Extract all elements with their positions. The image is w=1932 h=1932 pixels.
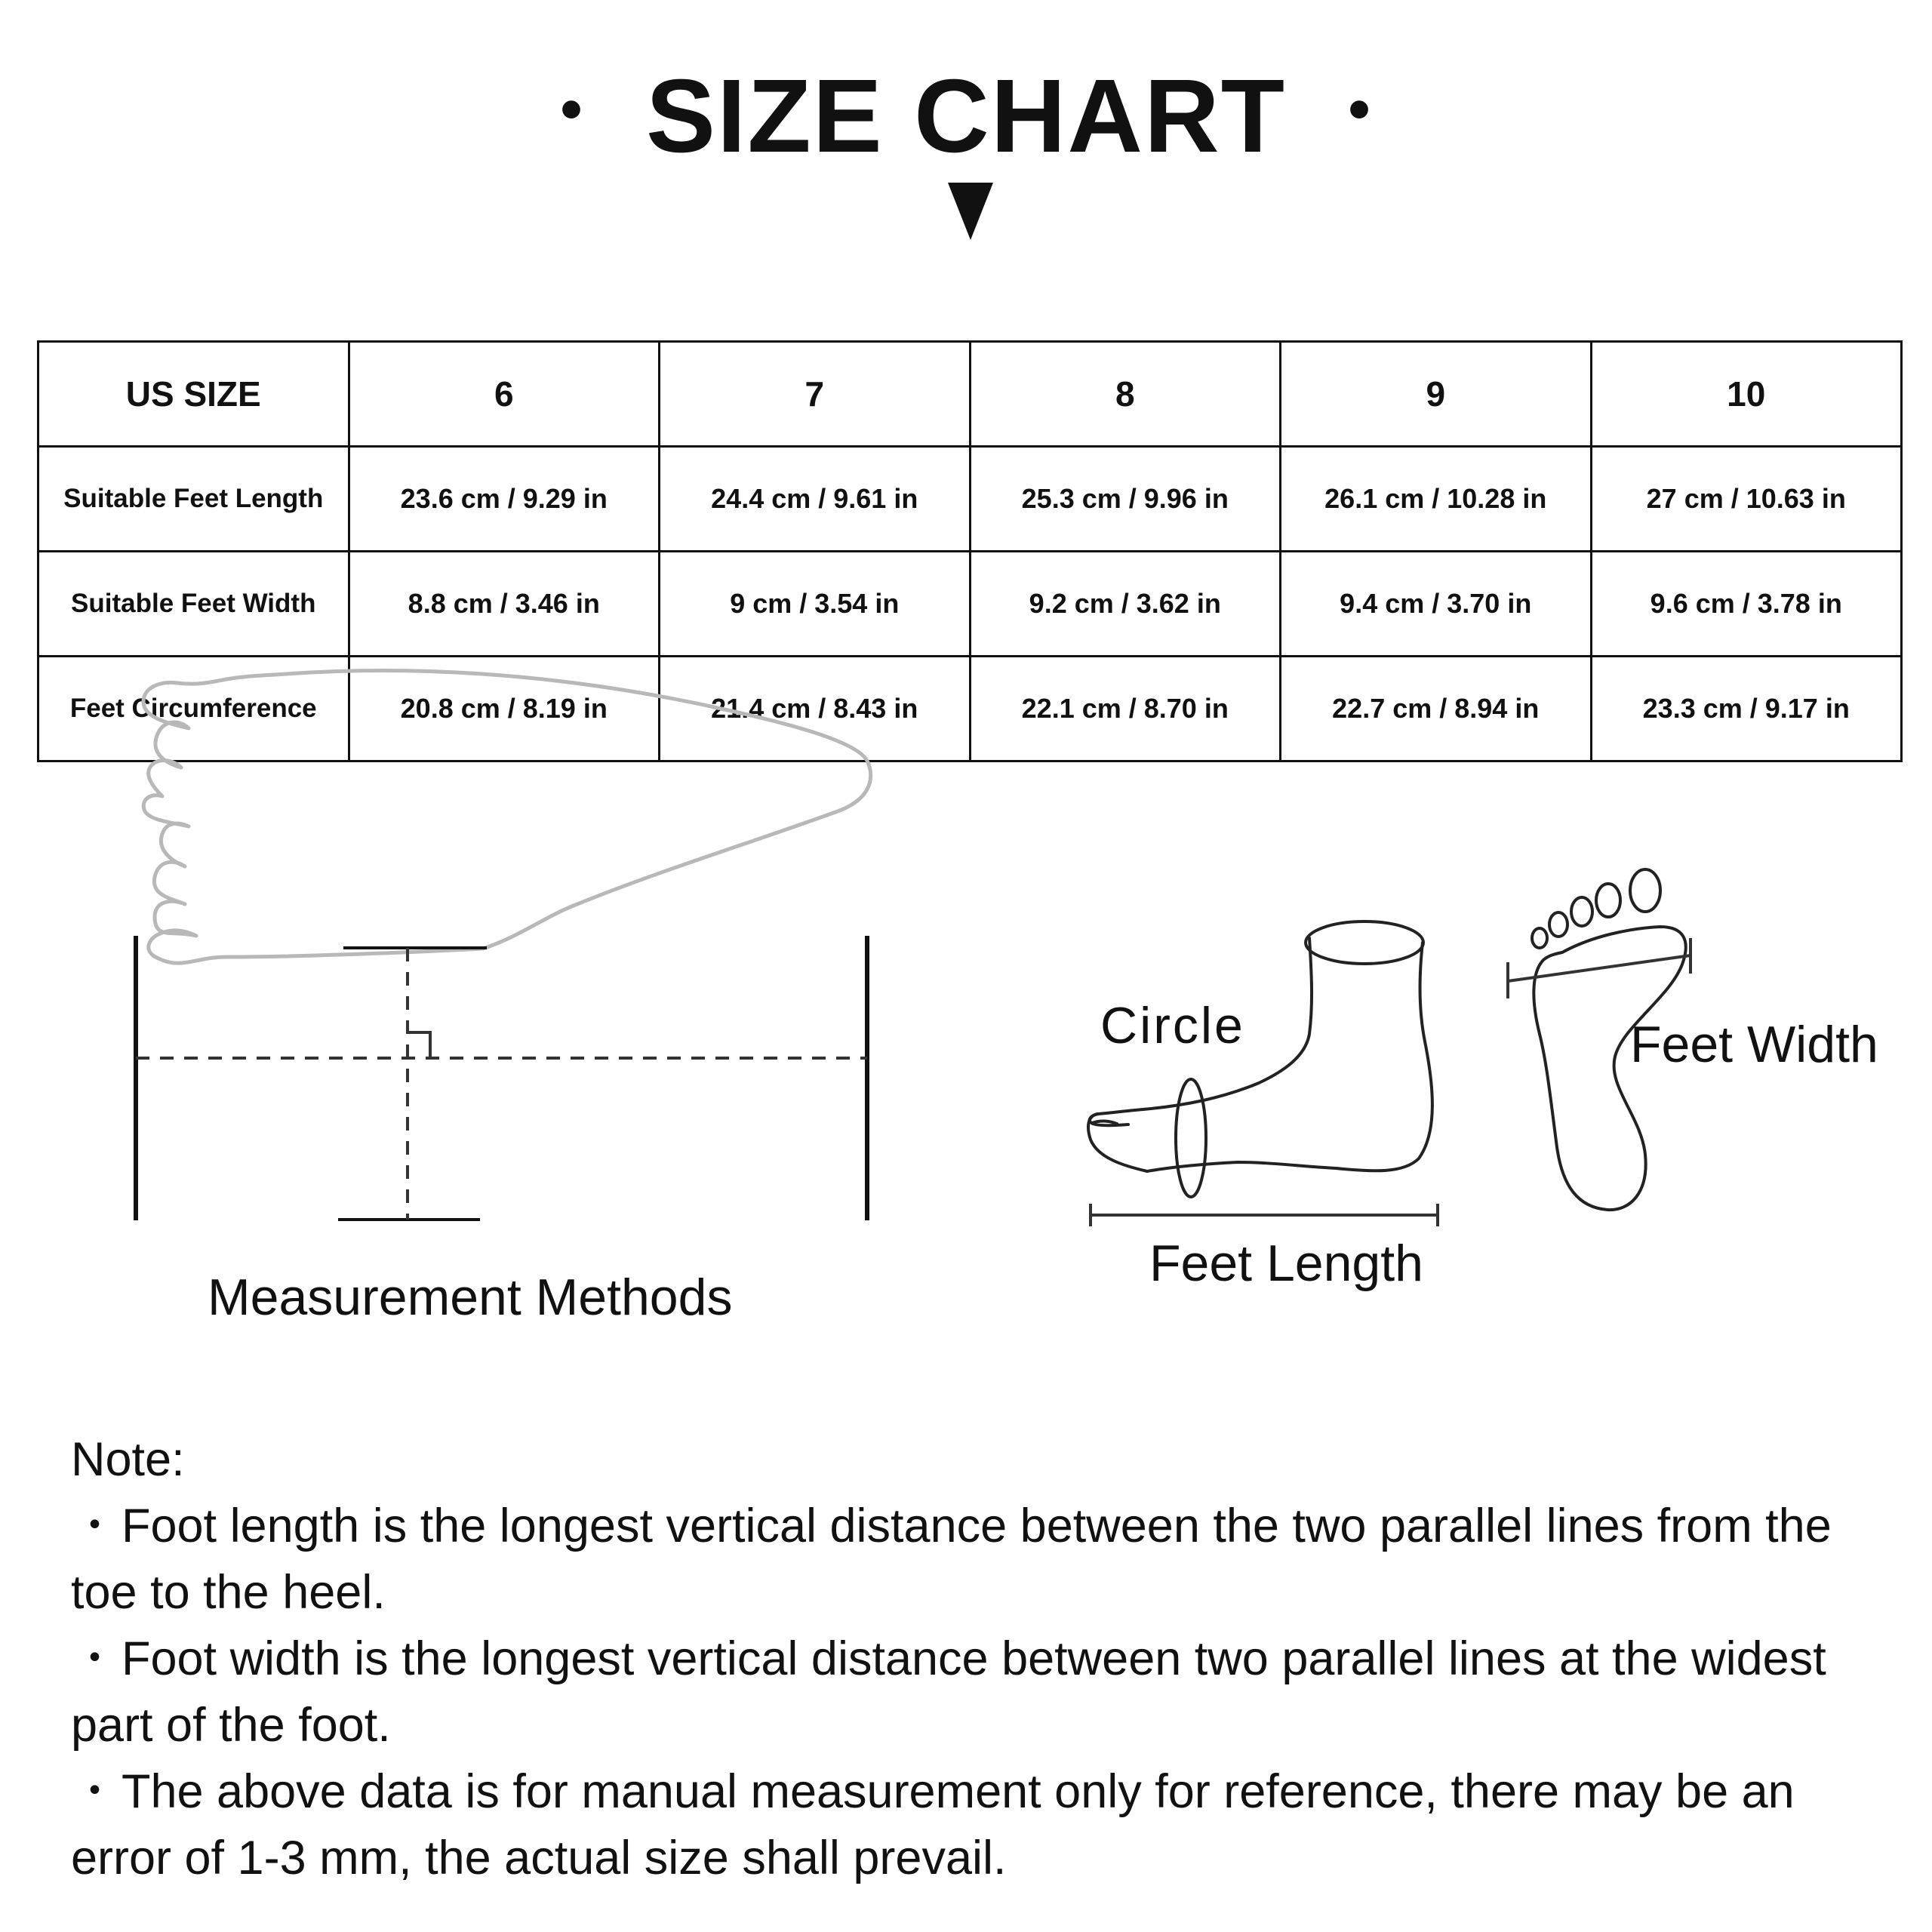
title-dot-right: ・ (1318, 66, 1402, 159)
table-cell: 8.8 cm / 3.46 in (349, 552, 660, 657)
table-cell: 22.7 cm / 8.94 in (1281, 657, 1592, 761)
table-cell: 21.4 cm / 8.43 in (660, 657, 971, 761)
table-cell: 25.3 cm / 9.96 in (970, 447, 1281, 552)
table-cell: 9.4 cm / 3.70 in (1281, 552, 1592, 657)
title-dot-left: ・ (530, 66, 614, 159)
feet-length-label: Feet Length (1149, 1235, 1423, 1292)
notes-section (71, 1426, 1905, 1891)
row-label-feet-length: Suitable Feet Length (38, 447, 349, 552)
header-size-9: 9 (1281, 342, 1592, 447)
table-cell: 27 cm / 10.63 in (1591, 447, 1902, 552)
table-cell: 9 cm / 3.54 in (660, 552, 971, 657)
header-us-size: US SIZE (38, 342, 349, 447)
table-cell: 9.2 cm / 3.62 in (970, 552, 1281, 657)
table-cell: 23.3 cm / 9.17 in (1591, 657, 1902, 761)
table-cell: 20.8 cm / 8.19 in (349, 657, 660, 761)
header-size-10: 10 (1591, 342, 1902, 447)
row-label-feet-width: Suitable Feet Width (38, 552, 349, 657)
feet-width-label: Feet Width (1630, 1016, 1878, 1073)
header-size-8: 8 (970, 342, 1281, 447)
table-cell: 24.4 cm / 9.61 in (660, 447, 971, 552)
table-cell: 22.1 cm / 8.70 in (970, 657, 1281, 761)
note-item: ・ The above data is for manual measurement only for reference, there may be an error of 1-3 mm, the actual size shall prevail. (71, 1758, 1905, 1891)
note-item: ・ Foot length is the longest vertical distance between the two parallel lines from the toe to the heel. (71, 1493, 1905, 1626)
header-size-7: 7 (660, 342, 971, 447)
table-cell: 9.6 cm / 3.78 in (1591, 552, 1902, 657)
circle-label: Circle (1100, 997, 1245, 1054)
note-item: ・ Foot width is the longest vertical distance between two parallel lines at the widest part of the foot. (71, 1626, 1905, 1758)
row-label-feet-circumference: Feet Circumference (38, 657, 349, 761)
title-text: SIZE CHART (646, 58, 1286, 174)
measurement-methods-caption: Measurement Methods (208, 1269, 733, 1326)
table-cell: 26.1 cm / 10.28 in (1281, 447, 1592, 552)
notes-heading: Note: (71, 1433, 185, 1486)
table-cell: 23.6 cm / 9.29 in (349, 447, 660, 552)
header-size-6: 6 (349, 342, 660, 447)
